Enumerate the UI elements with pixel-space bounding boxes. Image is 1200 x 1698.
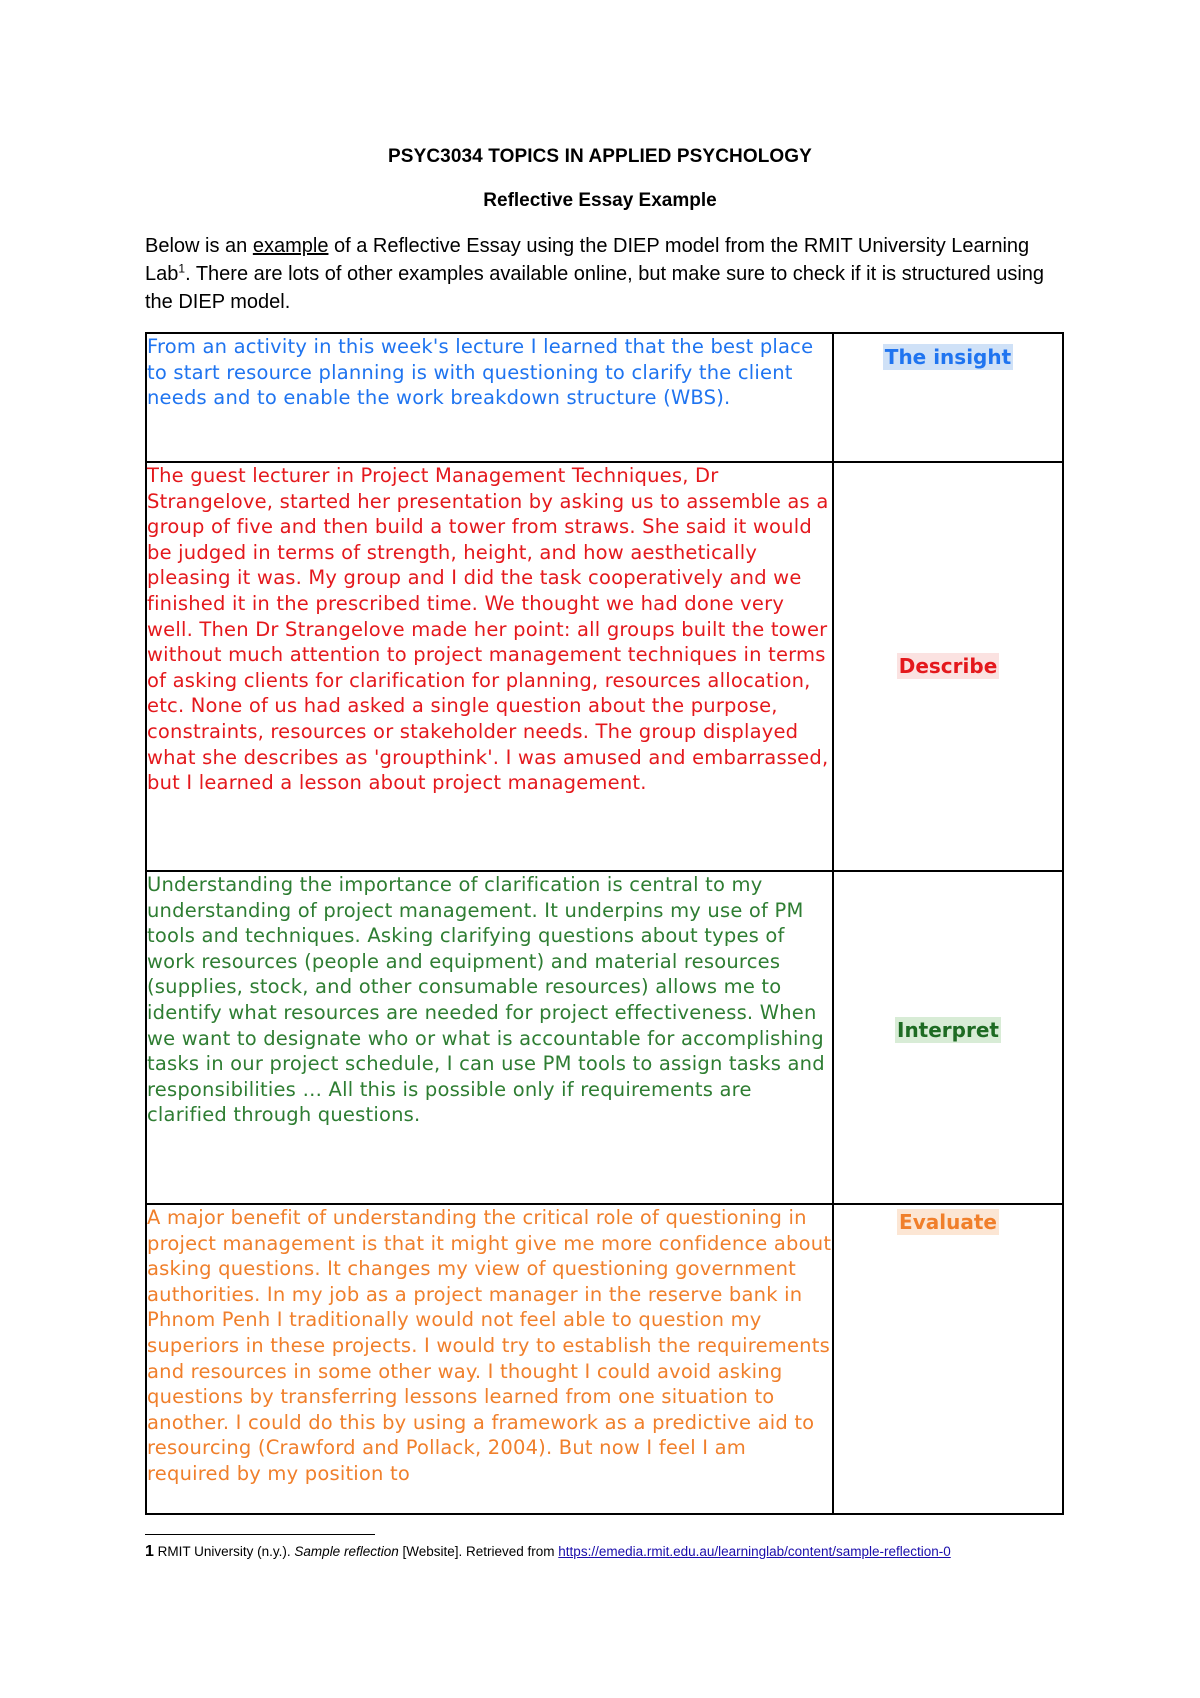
interpret-label-cell: [833, 871, 1063, 1204]
intro-text-middle: of a Reflective Essay using the DIEP model from the RMIT University Learning Lab: [145, 235, 1030, 285]
interpret-text-cell: Understanding the importance of clarification is central to my understanding of project management. It underpins my use of PM tools and techniques. Asking clarifying questions about types of work resources (people and equipment) and material resources (supplies, stock, and other consumable resources) allows me to identify what resources are needed for project effectiveness. When we want to designate who or what is accountable for accomplishing tasks in our project schedule, I can use PM tools to assign tasks and responsibilities … All this is possible only if requirements are clarified through questions.: [146, 871, 833, 1204]
footnote: [145, 1543, 1075, 1561]
table-row: [146, 333, 1063, 462]
footnote-number: 1: [145, 1543, 154, 1560]
document-subtitle: Reflective Essay Example: [483, 190, 717, 211]
intro-underlined-word: example: [252, 235, 329, 257]
insight-label: The insight: [884, 345, 1012, 369]
intro-paragraph: [145, 232, 1057, 316]
insight-text-cell: From an activity in this week's lecture I learned that the best place to start resource planning is with questioning to clarify the client needs and to enable the work breakdown structure (WBS).: [146, 333, 833, 462]
footnote-type: [Website]. Retrieved from: [398, 1544, 559, 1559]
describe-label: Describe: [898, 654, 998, 678]
interpret-label: Interpret: [897, 1018, 999, 1042]
table-row: [146, 1204, 1063, 1514]
footnote-reference[interactable]: 1: [178, 261, 186, 276]
footnote-title: Sample reflection: [294, 1544, 399, 1559]
footnote-link[interactable]: https://emedia.rmit.edu.au/learninglab/content/sample-reflection-0: [558, 1544, 951, 1559]
describe-text-cell: The guest lecturer in Project Management Techniques, Dr Strangelove, started her presentation by asking us to assemble as a group of five and then build a tower from straws. She said it would be judged in terms of strength, height, and how aesthetically pleasing it was. My group and I did the task cooperatively and we finished it in the prescribed time. We thought we had done very well. Then Dr Strangelove made her point: all groups built the tower without much attention to project management techniques in terms of asking clients for clarification for planning, resources allocation, etc. None of us had asked a single question about the purpose, constraints, resources or stakeholder needs. The group displayed what she describes as 'groupthink'. I was amused and embarrassed, but I learned a lesson about project management.: [146, 462, 833, 871]
course-title: PSYC3034 TOPICS IN APPLIED PSYCHOLOGY: [388, 146, 812, 167]
insight-label-cell: [833, 333, 1063, 462]
evaluate-text-cell: A major benefit of understanding the critical role of questioning in project management is that it might give me more confidence about asking questions. It changes my view of questioning government authorities. In my job as a project manager in the reserve bank in Phnom Penh I traditionally would not feel able to question my superiors in these projects. I would try to establish the requirements and resources in some other way. I thought I could avoid asking questions by transferring lessons learned from one situation to another. I could do this by using a framework as a predictive aid to resourcing (Crawford and Pollack, 2004). But now I feel I am required by my position to: [146, 1204, 833, 1514]
footnote-divider: [145, 1534, 375, 1535]
footnote-source: RMIT University (n.y.).: [153, 1544, 295, 1559]
describe-label-cell: [833, 462, 1063, 871]
evaluate-label-cell: [833, 1204, 1063, 1514]
intro-text-start: Below is an: [145, 235, 253, 257]
intro-text-end: . There are lots of other examples available online, but make sure to check if it is structured using the DIEP model.: [145, 263, 1045, 313]
evaluate-label: Evaluate: [899, 1210, 997, 1234]
diep-table: [145, 332, 1064, 1515]
table-row: [146, 462, 1063, 871]
table-row: [146, 871, 1063, 1204]
